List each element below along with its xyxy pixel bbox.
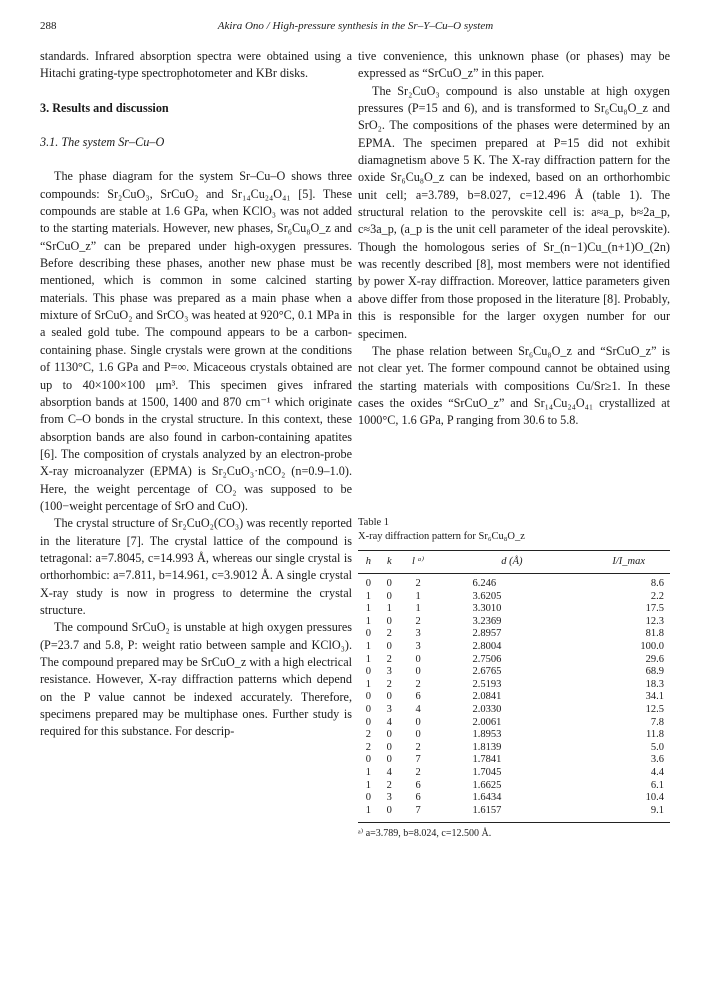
table-cell: 0 (386, 754, 392, 766)
table-cell: 3.3010 (472, 603, 502, 615)
table-cell: 81.8 (645, 628, 664, 640)
table-cell: 10.4 (645, 792, 664, 804)
table-cell: 0 (365, 703, 372, 715)
table-cell: 1 (365, 603, 372, 615)
table-row (358, 805, 670, 823)
table-cell: 1.8139 (472, 741, 502, 753)
table-cell: 2.7506 (472, 653, 502, 665)
table-cell: 8.6 (650, 578, 664, 589)
right-column (358, 48, 670, 430)
table-cell: 0 (386, 615, 392, 627)
table-row (358, 742, 670, 755)
table-cell: 0 (415, 666, 421, 678)
table-cell: 2.8004 (472, 640, 502, 652)
table-row (358, 704, 670, 717)
table-cell: 2 (386, 779, 392, 791)
table-cell: 2 (415, 578, 421, 589)
paragraph: standards. Infrared absorption spectra were obtained using a Hitachi grating-type spectrophotometer and KBr disks. (40, 49, 352, 81)
table-row (358, 574, 670, 591)
table-cell: 0 (365, 691, 372, 703)
table-cell: 6.1 (650, 779, 664, 791)
section-heading: 3. Results and discussion (40, 100, 169, 115)
table-cell: 6 (415, 691, 421, 703)
paragraph: The Sr₂CuO₃ compound is also unstable at high oxygen pressures (P=15 and 6), and is transformed to Sr₆Cu₈O_z and SrO₂. The compositions of the phases were determined by an EPMA. The specimen prepared at P=15 did not exhibit diamagnetism above 5 K. The X-ray diffraction pattern for the oxide Sr₆Cu₈O_z can be indexed, based on an orthorhombic unit cell; a=3.789, b=8.027, c=12.496 Å (table 1). The structural relation to the perovskite cell is: a≈a_p, b≈2a_p, c≈3a_p, (a_p is the unit cell parameter of the ideal perovskite). Though the homologous series of Sr_(n−1)Cu_(n+1)O_(2n) was recently described [8], most members were not identified by power X-ray diffraction. Moreover, lattice parameters given above differ from those proposed in the literature [8]. Probably, this is responsible for the larger oxygen number for our specimen. (358, 83, 670, 341)
table-cell: 1 (365, 779, 372, 791)
table-cell: 2.0330 (472, 703, 502, 715)
table-cell: 17.5 (645, 603, 664, 615)
table-cell: 1.6434 (472, 792, 502, 804)
table-cell: 2 (386, 653, 392, 665)
table-cell: 2.5193 (472, 678, 502, 690)
table-row (358, 654, 670, 667)
table-cell: 7.8 (650, 716, 664, 728)
table-cell: 2 (365, 729, 372, 741)
table-cell: 2 (415, 766, 421, 778)
table-cell: 18.3 (645, 678, 664, 690)
table-cell: 1 (365, 653, 372, 665)
table-cell: 0 (365, 666, 372, 678)
table-cell: 2.0061 (472, 716, 502, 728)
table-cell: 5.0 (650, 741, 664, 753)
left-column (40, 48, 352, 741)
table-cell: 0 (415, 716, 421, 728)
table-row (358, 603, 670, 616)
table-cell: 6.246 (472, 578, 497, 589)
table-cell: 2 (386, 678, 392, 690)
table-cell: 1 (365, 640, 372, 652)
table-cell: 2.8957 (472, 628, 502, 640)
table-cell: 7 (400, 805, 437, 823)
table-cell: 6 (415, 779, 421, 791)
table-cell: 1.8953 (472, 729, 502, 741)
table-cell: 3.6 (650, 754, 664, 766)
paragraph: The phase relation between Sr₆Cu₈O_z and “SrCuO_z” is not clear yet. The former compound cannot be obtained using the starting materials with compositions Cu/Sr≥1. In these cases the oxides “SrCuO_z” and Sr₁₄Cu₂₄O₄₁ crystallized at 1000°C, 1.6 GPa, P ranging from 30.6 to 5.8. (358, 343, 670, 428)
table-cell: 0 (386, 578, 392, 589)
table-cell: 1.7045 (472, 766, 502, 778)
table-row (358, 754, 670, 767)
table-cell: 12.3 (645, 615, 664, 627)
diffraction-table (358, 550, 670, 823)
paragraph: The compound SrCuO₂ is unstable at high oxygen pressures (P=23.7 and 5.8, P: weight ratio between sample and KClO₃). The compound prepared may be SrCuO_z with a high electrical resistance. However, X-ray diffraction patterns which depend on the P value cannot be indexed accurately. Therefore, specimens prepared may be multiphase ones. Further study is required for this substance. For descrip- (40, 620, 352, 739)
table-cell: 0 (386, 741, 392, 753)
paragraph: The phase diagram for the system Sr–Cu–O shows three compounds: Sr₂CuO₃, SrCuO₂ and Sr₁₄Cu₂₄O₄₁ [5]. These compounds are stable at 1.6 GPa, when KClO₃ was not added to the starting materials. However, new phases, Sr₆Cu₈O_z and “SrCuO_z” can be prepared under high-oxygen pressures. Before describing these phases, another new phase must be mentioned, which is common in some calcined starting materials. This phase was prepared as a main phase when a mixture of SrCuO₂ and SrCO₃ was heated at 920°C, 0.1 MPa in a sealed gold tube. The compound appears to be a carbon-containing phase. Single crystals were grown at the conditions of 1130°C, 1.6 GPa and P=∞. Micaceous crystals obtained are up to 40×100×100 μm³. This specimen gives infrared absorption bands at 1500, 1400 and 870 cm⁻¹ which originate from C–O bonds in the crystal structure. In this context, these absorption bands are also found in carbon-containing apatites [6]. The composition of crystals analyzed by an electron-probe X-ray microanalyzer (EPMA) is Sr₂CuO₃·nCO₂ (n=0.9–1.0). Here, the weight percentage of CO₂ was supposed to be (100−weight percentage of SrO and CuO). (40, 169, 352, 513)
table-cell: 0 (365, 628, 372, 640)
subsection-heading: 3.1. The system Sr–Cu–O (40, 135, 165, 150)
column-header-l: l ᵃ⁾ (400, 551, 437, 574)
column-header-intensity: I/I_max (587, 551, 670, 574)
table-cell: 0 (365, 578, 372, 589)
table-row (358, 616, 670, 629)
table-cell: 1 (415, 603, 421, 615)
table-cell: 12.5 (645, 703, 664, 715)
table-cell: 1 (365, 678, 372, 690)
table-cell: 4 (386, 716, 392, 728)
table-cell: 2.0841 (472, 691, 502, 703)
table-cell: 3 (386, 792, 392, 804)
table-cell: 2 (415, 615, 421, 627)
table-cell: 4.4 (650, 766, 664, 778)
table-cell: 3 (415, 640, 421, 652)
table-cell: 6 (415, 792, 421, 804)
table-label: Table 1 (358, 517, 390, 528)
table-cell: 1 (358, 805, 379, 823)
table-cell: 0 (365, 754, 372, 766)
table-1 (358, 516, 670, 839)
table-row (358, 628, 670, 641)
table-cell: 3 (415, 628, 421, 640)
page-number: 288 (40, 20, 57, 32)
table-cell: 0 (379, 805, 400, 823)
table-row (358, 591, 670, 604)
table-cell: 0 (386, 640, 392, 652)
table-header-row (358, 551, 670, 574)
column-header-k: k (379, 551, 400, 574)
table-cell: 3.6205 (472, 590, 502, 602)
table-cell: 3 (386, 666, 392, 678)
paragraph: tive convenience, this unknown phase (or phases) may be expressed as “SrCuO_z” in this paper. (358, 49, 670, 81)
table-cell: 1 (386, 603, 392, 615)
table-cell: 1.7841 (472, 754, 502, 766)
table-cell: 0 (365, 716, 372, 728)
paragraph: The crystal structure of Sr₂CuO₂(CO₃) was recently reported in the literature [7]. The crystal lattice of the compound is tetragonal: a=7.8045, c=14.993 Å, whereas our single crystal is orthorhombic: a=7.811, b=14.961, c=3.9012 Å. A single crystal X-ray study is now in progress to determine the crystal structure. (40, 516, 352, 617)
table-cell: 9.1 (587, 805, 670, 823)
table-cell: 4 (386, 766, 392, 778)
table-footnote: ᵃ⁾ a=3.789, b=8.024, c=12.500 Å. (358, 828, 492, 840)
table-cell: 1 (365, 766, 372, 778)
table-cell: 2 (386, 628, 392, 640)
table-cell: 29.6 (645, 653, 664, 665)
table-cell: 3.2369 (472, 615, 502, 627)
column-header-h: h (358, 551, 379, 574)
table-cell: 68.9 (645, 666, 664, 678)
table-row (358, 792, 670, 805)
table-cell: 1.6157 (437, 805, 588, 823)
table-cell: 4 (415, 703, 421, 715)
table-row (358, 641, 670, 654)
column-header-d: d (Å) (437, 551, 588, 574)
table-cell: 3 (386, 703, 392, 715)
table-caption: X-ray diffraction pattern for Sr₆Cu₈O_z (358, 531, 525, 542)
table-cell: 2.6765 (472, 666, 502, 678)
table-cell: 1 (415, 590, 421, 602)
table-row (358, 717, 670, 730)
table-cell: 11.8 (646, 729, 664, 741)
table-row (358, 666, 670, 679)
table-cell: 2.2 (650, 590, 664, 602)
table-cell: 0 (386, 729, 392, 741)
running-title: Akira Ono / High-pressure synthesis in the Sr–Y–Cu–O system (217, 20, 494, 32)
table-cell: 2 (415, 741, 421, 753)
table-cell: 0 (365, 792, 372, 804)
table-cell: 2 (415, 678, 421, 690)
table-row (358, 679, 670, 692)
table-cell: 0 (386, 590, 392, 602)
table-cell: 1 (365, 590, 372, 602)
table-row (358, 729, 670, 742)
table-cell: 2 (365, 741, 372, 753)
table-row (358, 780, 670, 793)
table-cell: 1.6625 (472, 779, 502, 791)
table-cell: 7 (415, 754, 421, 766)
table-row (358, 691, 670, 704)
page-header (40, 20, 671, 36)
table-cell: 1 (365, 615, 372, 627)
table-cell: 100.0 (640, 640, 664, 652)
table-cell: 0 (386, 691, 392, 703)
table-cell: 0 (415, 653, 421, 665)
table-row (358, 767, 670, 780)
table-cell: 34.1 (645, 691, 664, 703)
table-cell: 0 (415, 729, 421, 741)
